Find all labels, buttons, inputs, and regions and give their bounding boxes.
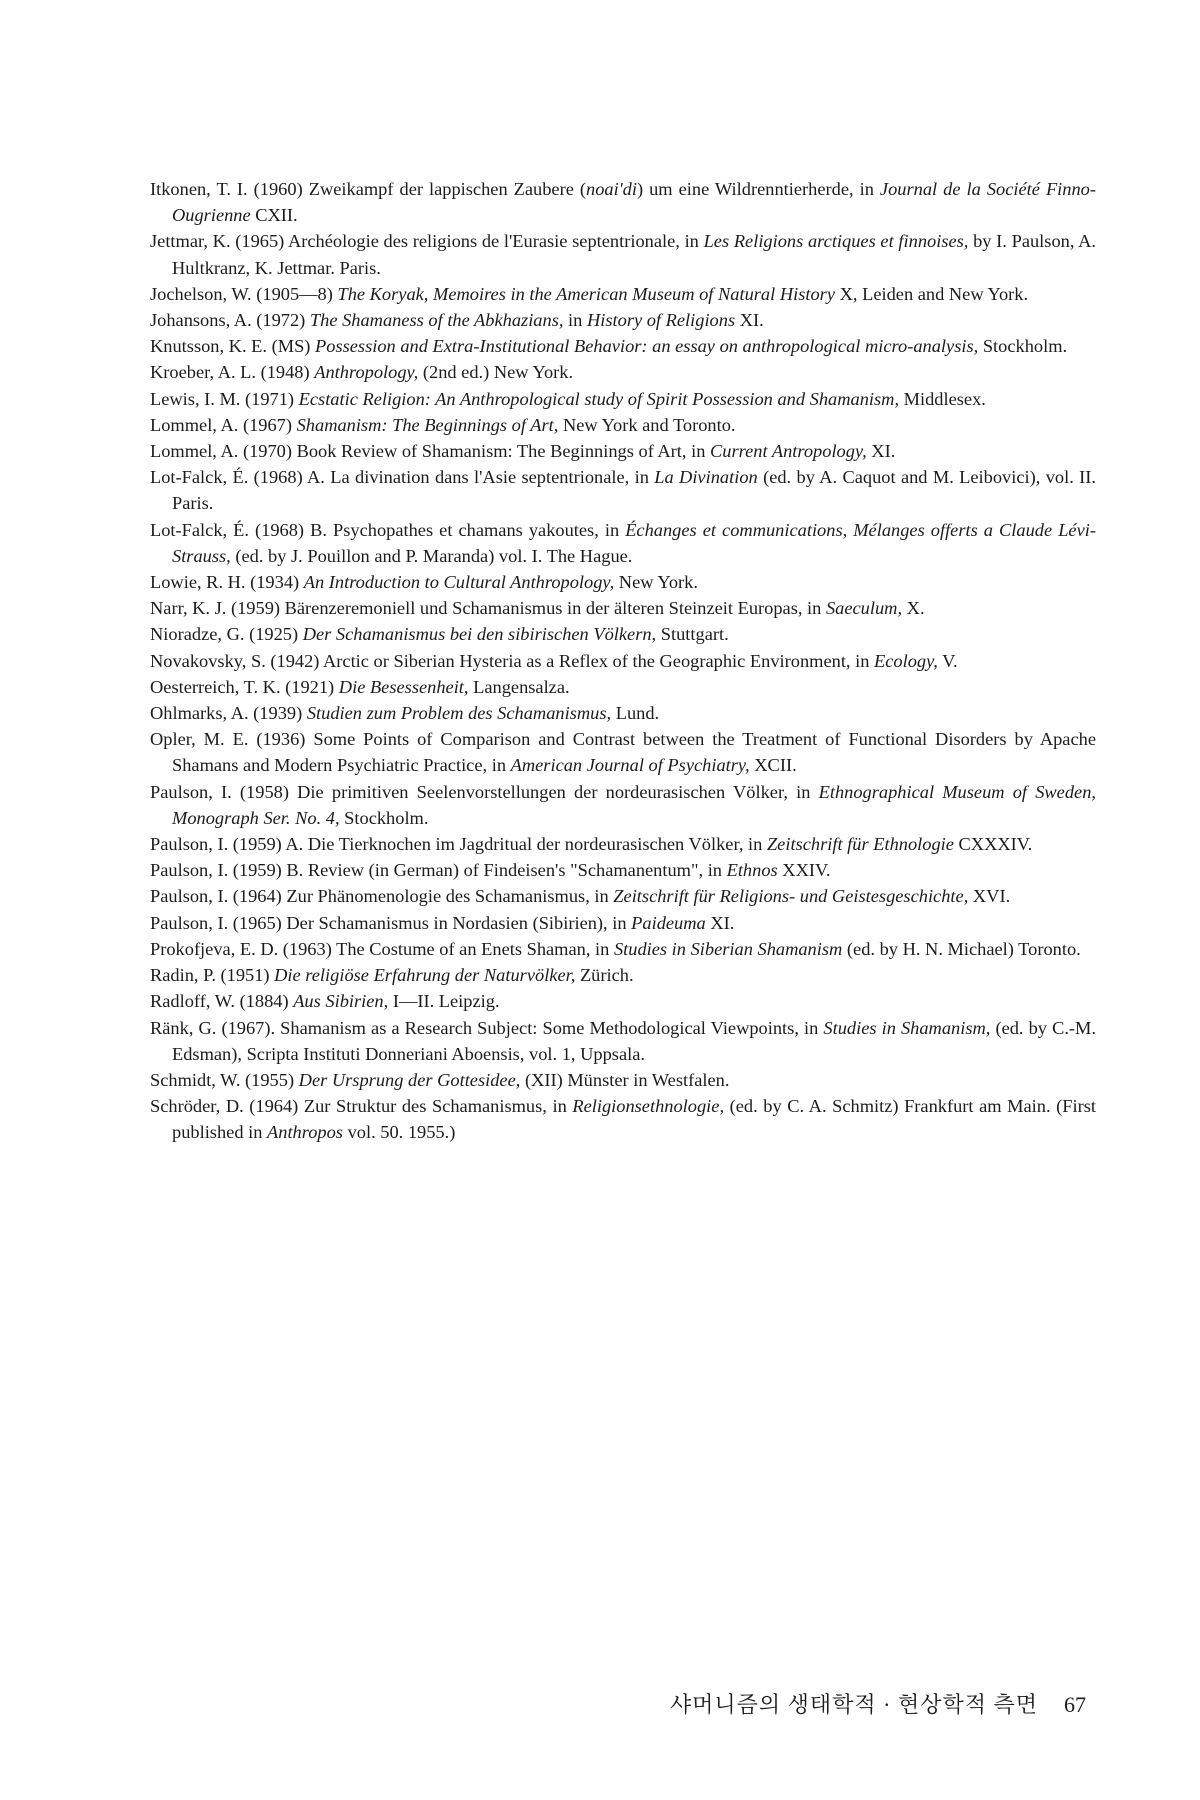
reference-entry xyxy=(150,517,1096,569)
reference-list xyxy=(150,176,1096,1146)
reference-text: Prokofjeva, E. D. (1963) The Costume of an Enets Shaman, in xyxy=(150,938,614,959)
reference-title: Der Ursprung der Gottesidee, xyxy=(298,1069,521,1090)
reference-title: History of Religions xyxy=(586,310,736,331)
reference-title: Aus Sibirien, xyxy=(293,991,389,1012)
reference-text: XI. xyxy=(735,310,764,331)
reference-text: (ed. by J. Pouillon and P. Maranda) vol. I. The Hague. xyxy=(230,545,633,566)
reference-text: Langensalza. xyxy=(468,676,570,697)
reference-title: Ecology, xyxy=(874,650,938,671)
page-number: 67 xyxy=(1064,1692,1086,1717)
reference-entry xyxy=(150,176,1096,228)
running-title: 샤머니즘의 생태학적 · 현상학적 측면 xyxy=(669,1692,1038,1717)
reference-title: American Journal of Psychiatry, xyxy=(510,755,750,776)
reference-entry xyxy=(150,648,1096,674)
reference-text: Nioradze, G. (1925) xyxy=(150,624,303,645)
reference-text: Lowie, R. H. (1934) xyxy=(150,572,304,593)
reference-text: XI. xyxy=(705,912,735,933)
reference-title: An Introduction to Cultural Anthropology, xyxy=(303,572,615,593)
reference-title: Paideuma xyxy=(631,912,706,933)
reference-title: Current Antropology, xyxy=(710,441,867,462)
reference-text: Schmidt, W. (1955) xyxy=(150,1069,299,1090)
reference-title: Les Religions arctiques et finnoises, xyxy=(703,231,969,252)
reference-title: Ecstatic Religion: An Anthropological study of Spirit Possession and Shamanism, xyxy=(298,388,900,409)
reference-text: Paulson, I. (1959) A. Die Tierknochen im Jagdritual der nordeurasischen Völker, in xyxy=(150,834,767,855)
reference-entry xyxy=(150,438,1096,464)
reference-title: Échanges et communications, Mélanges offerts a Claude Lévi-Strauss, xyxy=(172,519,1096,566)
reference-text: Narr, K. J. (1959) Bärenzeremoniell und Schamanismus in der älteren Steinzeit Europas, in xyxy=(150,598,826,619)
reference-entry xyxy=(150,700,1096,726)
reference-entry xyxy=(150,779,1096,831)
reference-entry xyxy=(150,1015,1096,1067)
reference-text: Zürich. xyxy=(575,965,634,986)
reference-text: New York and Toronto. xyxy=(558,414,736,435)
reference-title: Anthropos xyxy=(267,1122,343,1143)
reference-entry xyxy=(150,307,1096,333)
reference-text: Novakovsky, S. (1942) Arctic or Siberian Hysteria as a Reflex of the Geographic Environment, in xyxy=(150,650,875,671)
reference-text: XVI. xyxy=(968,886,1011,907)
reference-text: Lewis, I. M. (1971) xyxy=(150,388,299,409)
reference-text: Lommel, A. (1967) xyxy=(150,414,297,435)
reference-text: Stockholm. xyxy=(339,807,429,828)
reference-text: XCII. xyxy=(749,755,797,776)
reference-title: The Shamaness of the Abkhazians, xyxy=(309,310,564,331)
reference-text: (2nd ed.) New York. xyxy=(418,362,574,383)
reference-title: Saeculum, xyxy=(825,598,903,619)
reference-text: (ed. by A. Caquot and M. Leibovici), vol. II. Paris. xyxy=(172,467,1097,514)
reference-entry xyxy=(150,831,1096,857)
reference-title: Studies in Shamanism, xyxy=(823,1017,991,1038)
reference-text: Johansons, A. (1972) xyxy=(150,310,310,331)
reference-text: Opler, M. E. (1936) Some Points of Comparison and Contrast between the Treatment of Functional Disorders by Apache Shamans and Modern Psychiatric Practice, in xyxy=(150,729,1096,776)
reference-text: I—II. Leipzig. xyxy=(388,991,500,1012)
page-footer xyxy=(670,1688,1086,1719)
reference-entry xyxy=(150,857,1096,883)
reference-text: (ed. by H. N. Michael) Toronto. xyxy=(842,938,1081,959)
reference-text: Ränk, G. (1967). Shamanism as a Research Subject: Some Methodological Viewpoints, in xyxy=(150,1017,824,1038)
reference-title: La Divination xyxy=(654,467,758,488)
reference-title: Studien zum Problem des Schamanismus, xyxy=(306,703,612,724)
reference-title: noai'di xyxy=(586,179,637,199)
reference-text: Jettmar, K. (1965) Archéologie des religions de l'Eurasie septentrionale, in xyxy=(150,231,704,252)
reference-title: Studies in Siberian Shamanism xyxy=(613,938,843,959)
reference-text: XXIV. xyxy=(777,860,831,881)
reference-title: Anthropology, xyxy=(314,362,419,383)
reference-title: Der Schamanismus bei den sibirischen Völkern, xyxy=(302,624,657,645)
reference-entry xyxy=(150,962,1096,988)
reference-text: CXII. xyxy=(250,205,298,226)
reference-text: V. xyxy=(937,650,958,671)
reference-text: CXXXIV. xyxy=(953,834,1033,855)
reference-entry xyxy=(150,883,1096,909)
reference-text: Oesterreich, T. K. (1921) xyxy=(150,676,339,697)
reference-text: (ed. by C. A. Schmitz) Frankfurt am Main. (First published in xyxy=(172,1096,1097,1143)
reference-text: vol. 50. 1955.) xyxy=(342,1122,456,1143)
reference-text: ) um eine Wildrenntierherde, in xyxy=(636,179,880,199)
reference-text: Paulson, I. (1958) Die primitiven Seelenvorstellungen der nordeurasischen Völker, in xyxy=(150,781,819,802)
reference-entry xyxy=(150,1093,1096,1145)
reference-text: XI. xyxy=(866,441,896,462)
reference-text: Ohlmarks, A. (1939) xyxy=(150,703,307,724)
reference-text: Lommel, A. (1970) Book Review of Shamanism: The Beginnings of Art, in xyxy=(150,441,711,462)
reference-text: X. xyxy=(902,598,925,619)
reference-title: Journal de la Société Finno-Ougrienne xyxy=(172,179,1096,226)
reference-text: Schröder, D. (1964) Zur Struktur des Schamanismus, in xyxy=(150,1096,573,1117)
reference-text: X, Leiden and New York. xyxy=(835,283,1029,304)
reference-text: Stuttgart. xyxy=(656,624,729,645)
reference-entry xyxy=(150,569,1096,595)
reference-text: Kroeber, A. L. (1948) xyxy=(150,362,315,383)
reference-text: Paulson, I. (1965) Der Schamanismus in Nordasien (Sibirien), in xyxy=(150,912,632,933)
reference-title: Zeitschrift für Ethnologie xyxy=(766,834,954,855)
reference-entry xyxy=(150,936,1096,962)
reference-entry xyxy=(150,412,1096,438)
reference-title: The Koryak, Memoires in the American Museum of Natural History xyxy=(337,283,836,304)
reference-entry xyxy=(150,674,1096,700)
reference-entry xyxy=(150,595,1096,621)
reference-text: Lund. xyxy=(611,703,660,724)
reference-text: Paulson, I. (1959) B. Review (in German) of Findeisen's "Schamanentum", in xyxy=(150,860,727,881)
reference-text: Radloff, W. (1884) xyxy=(150,991,294,1012)
reference-title: Religionsethnologie, xyxy=(572,1096,725,1117)
reference-title: Ethnos xyxy=(726,860,778,881)
reference-text: Paulson, I. (1964) Zur Phänomenologie des Schamanismus, in xyxy=(150,886,614,907)
reference-entry xyxy=(150,1067,1096,1093)
reference-entry xyxy=(150,281,1096,307)
reference-title: Possession and Extra-Institutional Behavior: an essay on anthropological micro-analysis, xyxy=(315,336,979,357)
reference-text: Knutsson, K. E. (MS) xyxy=(150,336,316,357)
reference-entry xyxy=(150,910,1096,936)
reference-text: in xyxy=(563,310,587,331)
reference-text: Lot-Falck, É. (1968) A. La divination dans l'Asie septentrionale, in xyxy=(150,467,655,488)
reference-title: Zeitschrift für Religions- und Geistesgeschichte, xyxy=(613,886,969,907)
reference-text: New York. xyxy=(614,572,698,593)
reference-text: Middlesex. xyxy=(899,388,986,409)
reference-text: by I. Paulson, A. Hultkranz, K. Jettmar. Paris. xyxy=(172,231,1096,278)
reference-text: (XII) Münster in Westfalen. xyxy=(520,1069,730,1090)
reference-entry xyxy=(150,359,1096,385)
reference-entry xyxy=(150,464,1096,516)
reference-text: Stockholm. xyxy=(978,336,1068,357)
reference-text: Lot-Falck, É. (1968) B. Psychopathes et chamans yakoutes, in xyxy=(150,519,626,540)
reference-text: Radin, P. (1951) xyxy=(150,965,275,986)
reference-entry xyxy=(150,726,1096,778)
reference-text: (ed. by C.-M. Edsman), Scripta Instituti Donneriani Aboensis, vol. 1, Uppsala. xyxy=(172,1017,1097,1064)
reference-title: Shamanism: The Beginnings of Art, xyxy=(296,414,559,435)
reference-entry xyxy=(150,988,1096,1014)
reference-text: Jochelson, W. (1905—8) xyxy=(150,283,338,304)
reference-entry xyxy=(150,621,1096,647)
reference-entry xyxy=(150,228,1096,280)
reference-title: Ethnographical Museum of Sweden, Monograph Ser. No. 4, xyxy=(172,781,1096,828)
reference-title: Die religiöse Erfahrung der Naturvölker, xyxy=(274,965,576,986)
reference-entry xyxy=(150,333,1096,359)
reference-title: Die Besessenheit, xyxy=(338,676,469,697)
reference-text: Itkonen, T. I. (1960) Zweikampf der lappischen Zaubere ( xyxy=(150,179,587,199)
reference-entry xyxy=(150,386,1096,412)
